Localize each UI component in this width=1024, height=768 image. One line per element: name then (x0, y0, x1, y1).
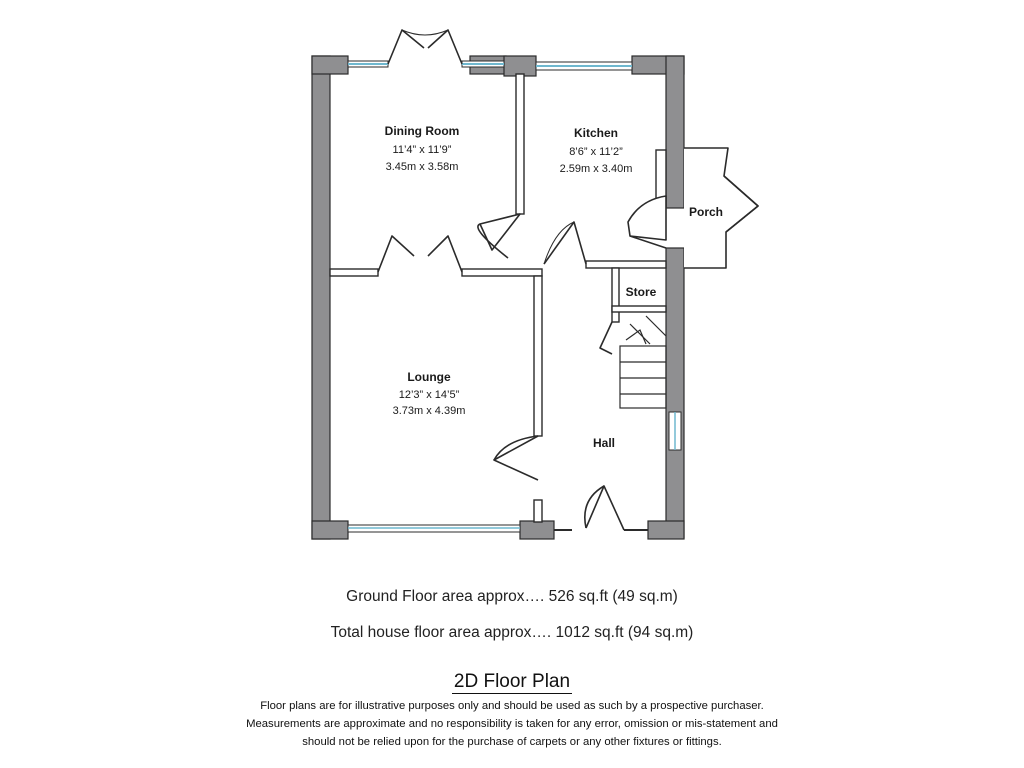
kitchen-name: Kitchen (573, 126, 619, 140)
porch-name: Porch (688, 205, 724, 219)
ground-floor-area: Ground Floor area approx…. 526 sq.ft (49 sq.m) (346, 588, 678, 605)
dining-room-imperial: 11’4” x 11’9” (392, 144, 452, 156)
kitchen-imperial: 8’6” x 11’2” (569, 146, 623, 158)
dining-room-metric: 3.45m x 3.58m (385, 161, 459, 173)
disclaimer-line-1: Floor plans are for illustrative purposes only and should be used as such by a prospective purchaser. (260, 700, 764, 712)
disclaimer-line-2: Measurements are approximate and no responsibility is taken for any error, omission or mis-statement and (246, 718, 778, 730)
lounge-metric: 3.73m x 4.39m (392, 405, 466, 417)
plan-title-text: 2D Floor Plan (453, 671, 571, 692)
store-name: Store (625, 285, 657, 299)
lounge-imperial: 12’3” x 14’5” (398, 389, 460, 401)
door-swings (378, 30, 758, 530)
dining-room-name: Dining Room (384, 124, 460, 138)
disclaimer-line-3: should not be relied upon for the purchase of carpets or any other fixtures or fittings. (302, 736, 722, 748)
total-floor-area: Total house floor area approx…. 1012 sq.ft (94 sq.m) (330, 624, 694, 641)
hall-name: Hall (592, 436, 616, 450)
kitchen-metric: 2.59m x 3.40m (559, 163, 633, 175)
lounge-name: Lounge (407, 370, 451, 384)
staircase (620, 316, 666, 408)
plan-title (0, 671, 1024, 693)
